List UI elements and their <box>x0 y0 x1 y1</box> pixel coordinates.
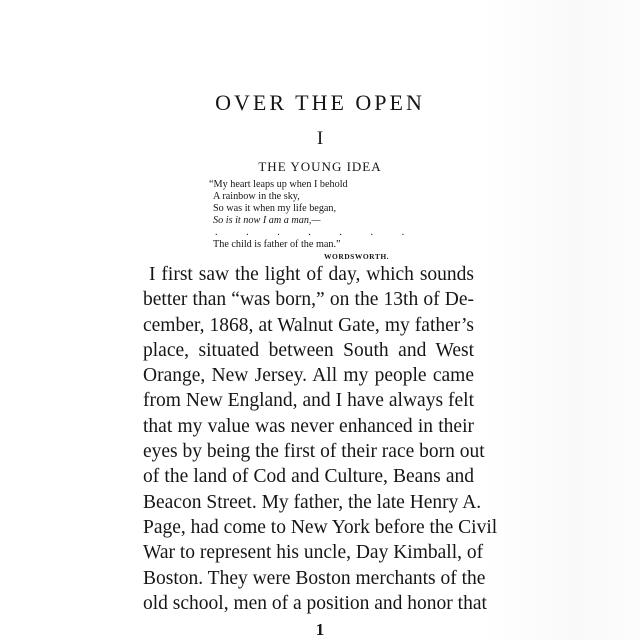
body-line: eyes by being the first of their race born out <box>143 441 485 463</box>
body-line: Boston. They were Boston merchants of the <box>143 567 486 589</box>
body-line: cember, 1868, at Walnut Gate, my father’s <box>143 314 474 336</box>
page-number: 1 <box>315 620 325 639</box>
body-line: Page, had come to New York before the Civil <box>143 516 498 538</box>
epigraph-line: So is it now I am a man,— <box>213 215 321 226</box>
chapter-number: I <box>316 128 324 149</box>
body-line: War to represent his uncle, Day Kimball, of <box>143 542 484 564</box>
epigraph-line: So was it when my life began, <box>213 203 337 214</box>
epigraph <box>209 179 417 263</box>
book-title: OVER THE OPEN <box>215 90 425 115</box>
body-line: Beacon Street. My father, the late Henry A. <box>143 491 482 513</box>
body-line: place, situated between South and West <box>143 339 474 361</box>
body-line: from New England, and I have always felt <box>143 390 474 412</box>
body-line: better than “was born,” on the 13th of De- <box>143 289 474 311</box>
epigraph-line: “My heart leaps up when I behold <box>209 179 348 190</box>
body-line: Orange, New Jersey. All my people came <box>143 365 474 387</box>
body-line: I first saw the light of day, which sounds <box>149 264 474 285</box>
chapter-title: THE YOUNG IDEA <box>258 159 382 174</box>
body-line: that my value was never enhanced in their <box>143 415 474 437</box>
body-line: of the land of Cod and Culture, Beans and <box>143 466 474 488</box>
epigraph-line: A rainbow in the sky, <box>213 191 300 202</box>
epigraph-attribution: WORDSWORTH. <box>324 252 390 261</box>
epigraph-line: The child is father of the man.” <box>213 239 341 250</box>
body-line: old school, men of a position and honor that <box>143 592 487 614</box>
body-text <box>143 262 498 616</box>
epigraph-ellipsis: . . . . . . . <box>215 227 418 238</box>
